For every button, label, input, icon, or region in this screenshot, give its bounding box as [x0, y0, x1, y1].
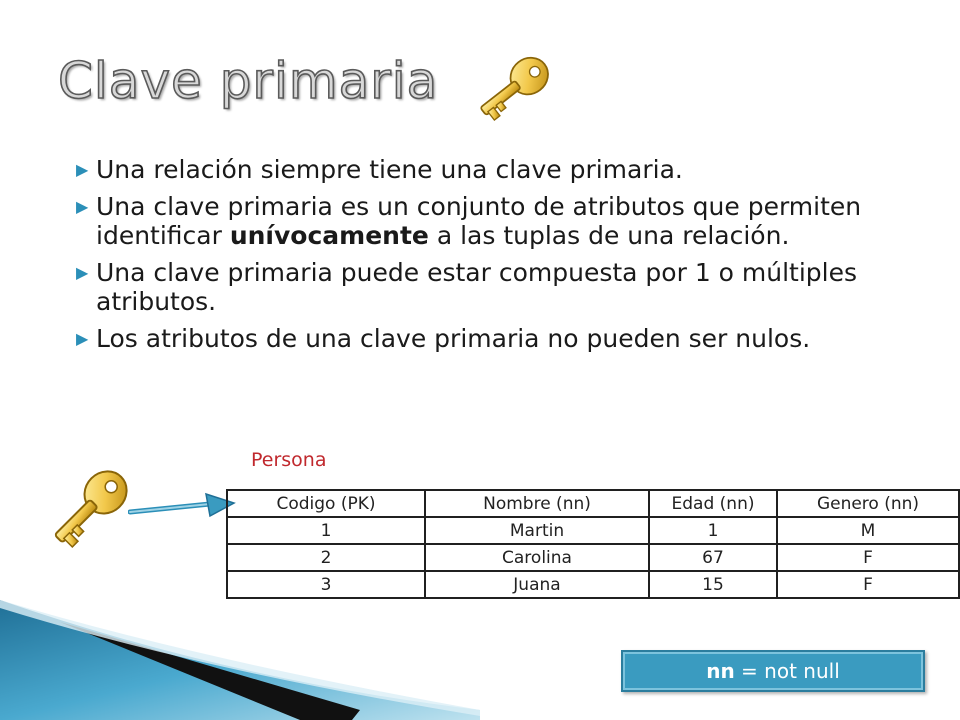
table-cell: 15: [649, 571, 777, 598]
table-row: [227, 517, 959, 544]
bullet-text: Una clave primaria es un conjunto de atributos que permiten identificar: [96, 192, 862, 250]
table-cell: 3: [227, 571, 425, 598]
persona-table: [226, 489, 960, 599]
slide-title: Clave primaria: [58, 52, 439, 110]
table-cell: F: [777, 571, 959, 598]
bullet-list: [76, 155, 936, 361]
table-header-row: [227, 490, 959, 517]
table-cell: Juana: [425, 571, 649, 598]
bullet-arrow-icon: ▶: [76, 160, 89, 179]
table-cell: 1: [227, 517, 425, 544]
table-cell: 1: [649, 517, 777, 544]
table-cell: 67: [649, 544, 777, 571]
bullet-emphasis: unívocamente: [229, 221, 429, 250]
header-cell: Genero (nn): [777, 490, 959, 517]
bullet-text: a las tuplas de una relación.: [428, 221, 790, 250]
table-cell: M: [777, 517, 959, 544]
arrow-right-icon: [128, 490, 238, 524]
table-caption: Persona: [251, 449, 327, 471]
table-cell: Carolina: [425, 544, 649, 571]
table-cell: 2: [227, 544, 425, 571]
legend-text: = not null: [734, 659, 840, 683]
header-cell: Nombre (nn): [425, 490, 649, 517]
table-row: [227, 571, 959, 598]
header-cell: Codigo (PK): [227, 490, 425, 517]
legend-abbreviation: nn: [706, 659, 735, 683]
bullet-item: [76, 324, 936, 353]
bullet-arrow-icon: ▶: [76, 197, 89, 216]
bullet-text: Una clave primaria puede estar compuesta por 1 o múltiples atributos.: [96, 258, 858, 316]
bullet-text: Una relación siempre tiene una clave primaria.: [96, 155, 683, 184]
key-icon: [470, 44, 558, 132]
bullet-item: [76, 192, 936, 250]
bullet-arrow-icon: ▶: [76, 263, 89, 282]
bullet-item: [76, 155, 936, 184]
header-cell: Edad (nn): [649, 490, 777, 517]
bullet-item: [76, 258, 936, 316]
table-cell: Martin: [425, 517, 649, 544]
table-cell: F: [777, 544, 959, 571]
bullet-text: Los atributos de una clave primaria no pueden ser nulos.: [96, 324, 811, 353]
not-null-legend: [621, 650, 925, 692]
bullet-arrow-icon: ▶: [76, 329, 89, 348]
table-row: [227, 544, 959, 571]
key-icon: [40, 458, 140, 558]
